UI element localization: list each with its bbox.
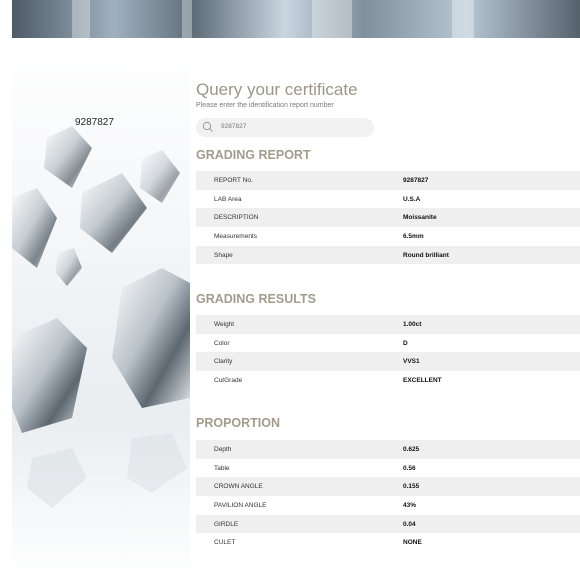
diamond-shape	[56, 248, 82, 286]
certificate-page	[12, 0, 580, 580]
row-label: PAVILION ANGLE	[214, 502, 267, 510]
row-value: Moissanite	[403, 214, 437, 222]
row-label: REPORT No.	[214, 177, 253, 184]
table-row	[196, 208, 580, 227]
table-row	[196, 459, 580, 478]
row-value: U.S.A	[403, 195, 421, 203]
row-value: 43%	[403, 502, 417, 510]
table-row	[196, 246, 580, 265]
diamond-shape	[44, 126, 92, 188]
table-row	[196, 315, 580, 334]
row-value: D	[403, 339, 408, 347]
row-label: CULET	[214, 539, 236, 547]
row-value: 9287827	[403, 177, 429, 184]
laboratory-banner-image	[12, 0, 580, 38]
diamond-reflection	[127, 433, 187, 493]
table-row	[196, 190, 580, 209]
search-value[interactable]: 9287827	[221, 123, 247, 130]
row-value: EXCELLENT	[403, 377, 442, 385]
identification-number: 9287827	[75, 117, 114, 128]
banner-highlight	[72, 0, 90, 38]
diamond-shape	[140, 150, 180, 203]
table-row	[196, 352, 580, 371]
table-row	[196, 477, 580, 496]
row-label: Weight	[214, 321, 235, 328]
table-row	[196, 533, 580, 552]
table-row	[196, 227, 580, 246]
banner-highlight	[312, 0, 352, 38]
grading-results-table	[196, 315, 580, 390]
row-label: Table	[214, 464, 230, 472]
table-row	[196, 515, 580, 534]
row-label: CutGrade	[214, 377, 243, 385]
row-value: NONE	[403, 539, 422, 547]
row-label: GIRDLE	[214, 520, 239, 528]
row-label: DESCRIPTION	[214, 214, 259, 222]
row-value: 0.56	[403, 464, 416, 472]
row-label: CROWN ANGLE	[214, 483, 263, 491]
certificate-content	[196, 38, 580, 580]
table-row	[196, 334, 580, 353]
row-label: Shape	[214, 251, 233, 259]
banner-highlight	[452, 0, 474, 38]
section-title-grading-results: GRADING RESULTS	[196, 292, 316, 306]
proportion-table	[196, 440, 580, 552]
section-title-grading-report: GRADING REPORT	[196, 148, 311, 162]
table-row	[196, 440, 580, 459]
row-value: Round brilliant	[403, 251, 449, 259]
section-title-proportion: PROPORTION	[196, 416, 281, 430]
grading-report-table	[196, 171, 580, 264]
diamond-shape	[12, 318, 87, 433]
row-value: 0.625	[403, 446, 420, 453]
table-row	[196, 371, 580, 390]
row-label: Measurements	[214, 233, 257, 241]
row-value: 0.155	[403, 483, 420, 491]
table-row	[196, 496, 580, 515]
diamond-shape	[80, 173, 147, 253]
row-value: 0.04	[403, 520, 416, 528]
row-label: Depth	[214, 446, 232, 453]
search-icon	[202, 121, 214, 133]
diamond-shape	[12, 188, 57, 268]
banner-highlight	[182, 0, 192, 38]
row-value: VVS1	[403, 358, 420, 366]
search-input[interactable]	[196, 118, 374, 137]
page-title: Query your certificate	[196, 80, 358, 99]
diamond-reflection	[27, 448, 87, 508]
row-label: Color	[214, 339, 230, 347]
row-value: 6.5mm	[403, 233, 424, 241]
diamond-shape	[112, 268, 190, 408]
row-label: LAB Area	[214, 195, 242, 203]
row-label: Clarity	[214, 358, 233, 366]
row-value: 1.00ct	[403, 321, 422, 328]
table-row	[196, 171, 580, 190]
page-subtitle: Please enter the identification report number	[196, 102, 334, 109]
